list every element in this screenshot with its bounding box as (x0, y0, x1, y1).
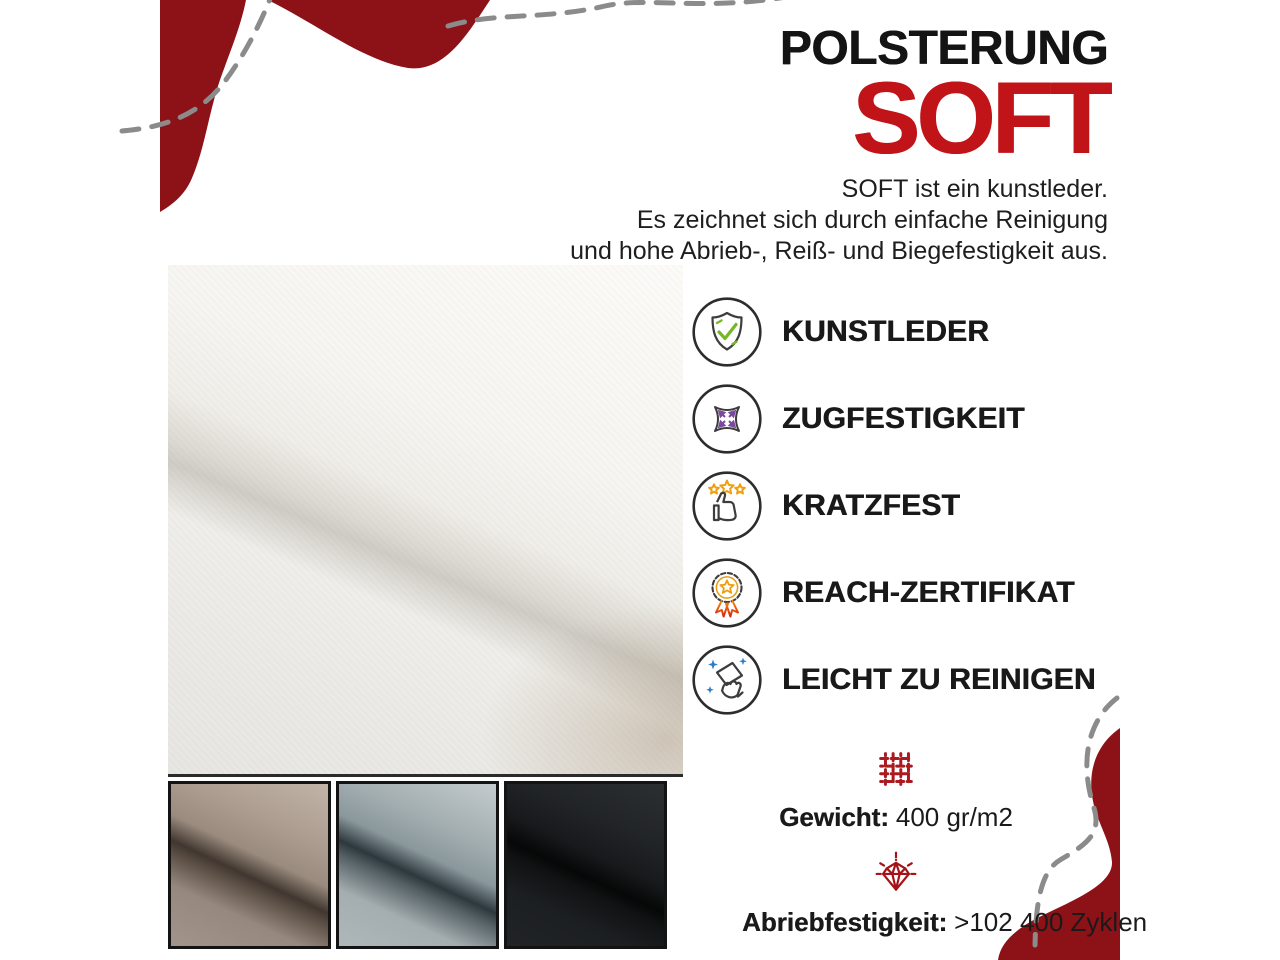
spec-value: 400 gr/m2 (895, 802, 1013, 832)
spec-weight (742, 746, 1050, 833)
spec-label: Abriebfestigkeit: (742, 907, 948, 937)
feature-row-kratzfest (691, 470, 1096, 542)
thumbs-up-stars-icon (691, 470, 763, 542)
swatch-black (504, 781, 667, 949)
spec-value: >102 400 Zyklen (954, 907, 1148, 937)
fabric-weave-icon (873, 779, 919, 796)
shield-check-icon (691, 296, 763, 368)
stretch-arrows-icon (691, 383, 763, 455)
description-line: und hohe Abrieb-, Reiß- und Biegefestigkeit aus. (570, 236, 1108, 265)
description-line: SOFT ist ein kunstleder. (841, 174, 1108, 203)
specs-block (742, 746, 1148, 938)
cleaning-wipe-icon (691, 644, 763, 716)
header-block (570, 22, 1108, 267)
diamond-icon (872, 884, 920, 901)
page-title: POLSTERUNG (779, 22, 1108, 75)
fabric-swatch-row (168, 781, 667, 949)
swatch-gray (336, 781, 499, 949)
feature-row-leicht-zu-reinigen (691, 644, 1096, 716)
feature-row-zugfestigkeit (691, 383, 1096, 455)
feature-label: KUNSTLEDER (782, 315, 990, 348)
spec-abrasion (742, 849, 1148, 938)
feature-row-reach-zertifikat (691, 557, 1096, 629)
swatch-beige (168, 781, 331, 949)
description-line: Es zeichnet sich durch einfache Reinigung (636, 205, 1108, 234)
top-red-wave (268, 0, 490, 68)
feature-label: KRATZFEST (782, 489, 960, 522)
spec-label: Gewicht: (779, 802, 889, 832)
feature-row-kunstleder (691, 296, 1096, 368)
spec-weight-line (742, 802, 1050, 833)
feature-label: REACH-ZERTIFIKAT (782, 576, 1075, 609)
medal-star-icon (691, 557, 763, 629)
fabric-photo-main (168, 265, 683, 777)
product-name: SOFT (852, 60, 1108, 175)
top-left-red-blob (160, 0, 246, 212)
spec-abrasion-line (742, 907, 1148, 938)
feature-list (691, 296, 1096, 731)
feature-label: LEICHT ZU REINIGEN (782, 663, 1096, 696)
feature-label: ZUGFESTIGKEIT (782, 402, 1025, 435)
